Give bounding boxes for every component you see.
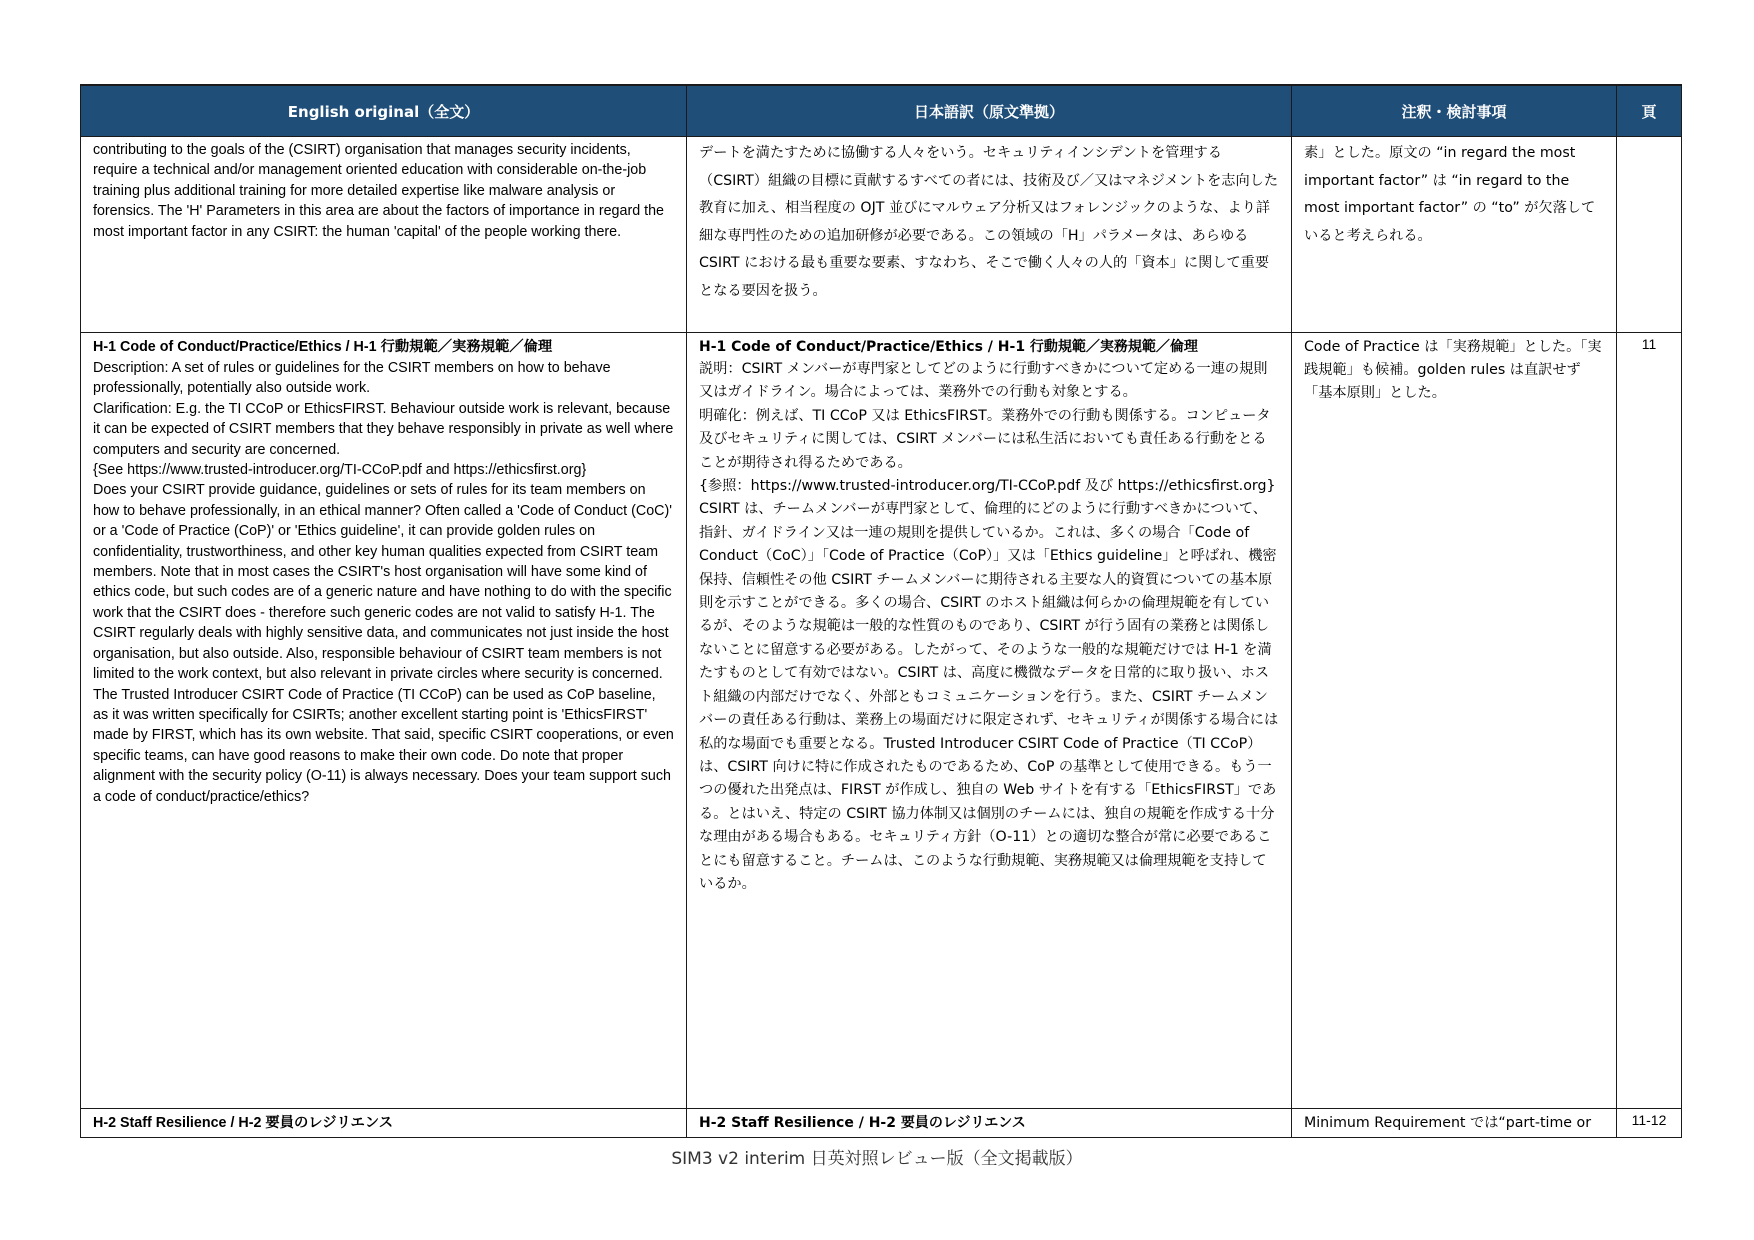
note-cell	[1292, 1109, 1617, 1138]
english-cell	[81, 137, 687, 333]
english-paragraph: contributing to the goals of the (CSIRT) organisation that manages security incidents, require a technical and/or management oriented education with considerable on-the-job training plus additional training for more detailed expertise like malware analysis or forensics. The 'H' Parameters in this area are about the factors of importance in regard the most important factor in any CSIRT: the human 'capital' of the people working there.	[93, 142, 665, 240]
japanese-paragraph: CSIRT は、チームメンバーが専門家として、倫理的にどのように行動すべきかについて、指針、ガイドライン又は一連の規則を提供しているか。これは、多くの場合「Code of Conduct（CoC）」「Code of Practice（CoP）」又は「Ethics guideline」と呼ばれ、機密保持、信頼性その他 CSIRT チームメンバーに期待される主要な人的資質についての基本原則を示すことができる。多くの場合、CSIRT のホスト組織は何らかの倫理規範を有しているが、そのような規範は一般的な性質のものであり、CSIRT が行う固有の業務とは関係しないことに留意する必要がある。したがって、そのような一般的な規範だけでは H-1 を満たすものとして有効ではない。CSIRT は、高度に機微なデータを日常的に取り扱い、ホスト組織の内部だけでなく、外部ともコミュニケーションを行う。また、CSIRT チームメンバーの責任ある行動は、業務上の場面だけに限定されず、セキュリティが関係する場合には私的な場面でも重要となる。Trusted Introducer CSIRT Code of Practice（TI CCoP）は、CSIRT 向けに特に作成されたものであるため、CoP の基準として使用できる。もう一つの優れた出発点は、FIRST が作成し、独自の Web サイトを有する「EthicsFIRST」である。とはいえ、特定の CSIRT 協力体制又は個別のチームには、独自の規範を作成する十分な理由がある場合もある。セキュリティ方針（O-11）との適切な整合が常に必要であることにも留意すること。チームは、このような行動規範、実務規範又は倫理規範を支持しているか。	[699, 501, 1279, 892]
japanese-heading: H-1 Code of Conduct/Practice/Ethics / H-1 行動規範／実務規範／倫理	[699, 339, 1198, 355]
table-row	[81, 1109, 1682, 1138]
review-table	[80, 84, 1682, 1138]
english-paragraph: {See https://www.trusted-introducer.org/TI-CCoP.pdf and https://ethicsfirst.org}	[93, 462, 587, 479]
japanese-heading: H-2 Staff Resilience / H-2 要員のレジリエンス	[699, 1115, 1026, 1131]
english-heading: H-1 Code of Conduct/Practice/Ethics / H-1 行動規範／実務規範／倫理	[93, 339, 553, 355]
english-heading: H-2 Staff Resilience / H-2 要員のレジリエンス	[93, 1115, 394, 1131]
english-paragraph: Does your CSIRT provide guidance, guidelines or sets of rules for its team members on how to behave professionally, in an ethical manner? Often called a 'Code of Conduct (CoC)' or a 'Code of Practice (CoP)' or 'Ethics guideline', it can provide golden rules on confidentiality, trustworthiness, and other key human qualities expected from CSIRT team members. Note that in most cases the CSIRT's host organisation will have some kind of ethics code, but such codes are of a generic nature and have nothing to do with the specific work that the CSIRT does - therefore such generic codes are not valid to satisfy H-1. The CSIRT regularly deals with highly sensitive data, and communicates not just inside the host organisation, but also outside. Also, responsible behaviour of CSIRT team members is not limited to the work context, but also relevant in private circles where security is concerned. The Trusted Introducer CSIRT Code of Practice (TI CCoP) can be used as CoP baseline, as it was written specifically for CSIRTs; another excellent starting point is 'EthicsFIRST' made by FIRST, which has its own website. That said, specific CSIRT cooperations, or even specific teams, can have good reasons to make their own code. Do note that proper alignment with the security policy (O-11) is always necessary. Does your team support such a code of conduct/practice/ethics?	[93, 482, 674, 805]
table-row	[81, 333, 1682, 1109]
english-cell	[81, 333, 687, 1109]
header-notes: 注釈・検討事項	[1292, 85, 1617, 137]
page-cell: 11	[1617, 333, 1682, 1109]
english-paragraph: Description: A set of rules or guidelines for the CSIRT members on how to behave professionally, potentially also outside work.	[93, 360, 611, 397]
header-english: English original（全文）	[81, 85, 687, 137]
page-cell	[1617, 137, 1682, 333]
japanese-paragraph: 明確化：例えば、TI CCoP 又は EthicsFIRST。業務外での行動も関係する。コンピュータ及びセキュリティに関しては、CSIRT メンバーには私生活においても責任ある行動をとることが期待され得るためである。	[699, 407, 1271, 471]
table-header	[81, 85, 1682, 137]
japanese-paragraph: 説明：CSIRT メンバーが専門家としてどのように行動すべきかについて定める一連の規則又はガイドライン。場合によっては、業務外での行動も対象とする。	[699, 361, 1268, 401]
note-text: Code of Practice は「実務規範」とした。「実践規範」も候補。golden rules は直訳せず「基本原則」とした。	[1304, 339, 1602, 401]
japanese-cell	[687, 137, 1292, 333]
japanese-cell	[687, 1109, 1292, 1138]
page-cell: 11-12	[1617, 1109, 1682, 1138]
note-text: Minimum Requirement では“part-time or	[1304, 1115, 1592, 1131]
note-cell	[1292, 137, 1617, 333]
header-japanese: 日本語訳（原文準拠）	[687, 85, 1292, 137]
japanese-cell	[687, 333, 1292, 1109]
note-text: 素」とした。原文の “in regard the most important factor” は “in regard to the most important factor” の “to” が欠落していると考えられる。	[1304, 145, 1596, 244]
page-footer: SIM3 v2 interim 日英対照レビュー版（全文掲載版）	[671, 1149, 1083, 1169]
english-paragraph: Clarification: E.g. the TI CCoP or EthicsFIRST. Behaviour outside work is relevant, because it can be expected of CSIRT members that they behave responsibly in private as well where computers and security are concerned.	[93, 400, 674, 458]
english-cell	[81, 1109, 687, 1138]
table-row	[81, 137, 1682, 333]
note-cell	[1292, 333, 1617, 1109]
japanese-paragraph: デートを満たすために協働する人々をいう。セキュリティインシデントを管理する（CSIRT）組織の目標に貢献するすべての者には、技術及び／又はマネジメントを志向した教育に加え、相当程度の OJT 並びにマルウェア分析又はフォレンジックのような、より詳細な専門性のための追加研修が必要である。この領域の「H」パラメータは、あらゆる CSIRT における最も重要な要素、すなわち、そこで働く人々の人的「資本」に関して重要となる要因を扱う。	[699, 145, 1279, 299]
header-page: 頁	[1617, 85, 1682, 137]
japanese-paragraph: {参照：https://www.trusted-introducer.org/TI-CCoP.pdf 及び https://ethicsfirst.org}	[699, 478, 1276, 495]
